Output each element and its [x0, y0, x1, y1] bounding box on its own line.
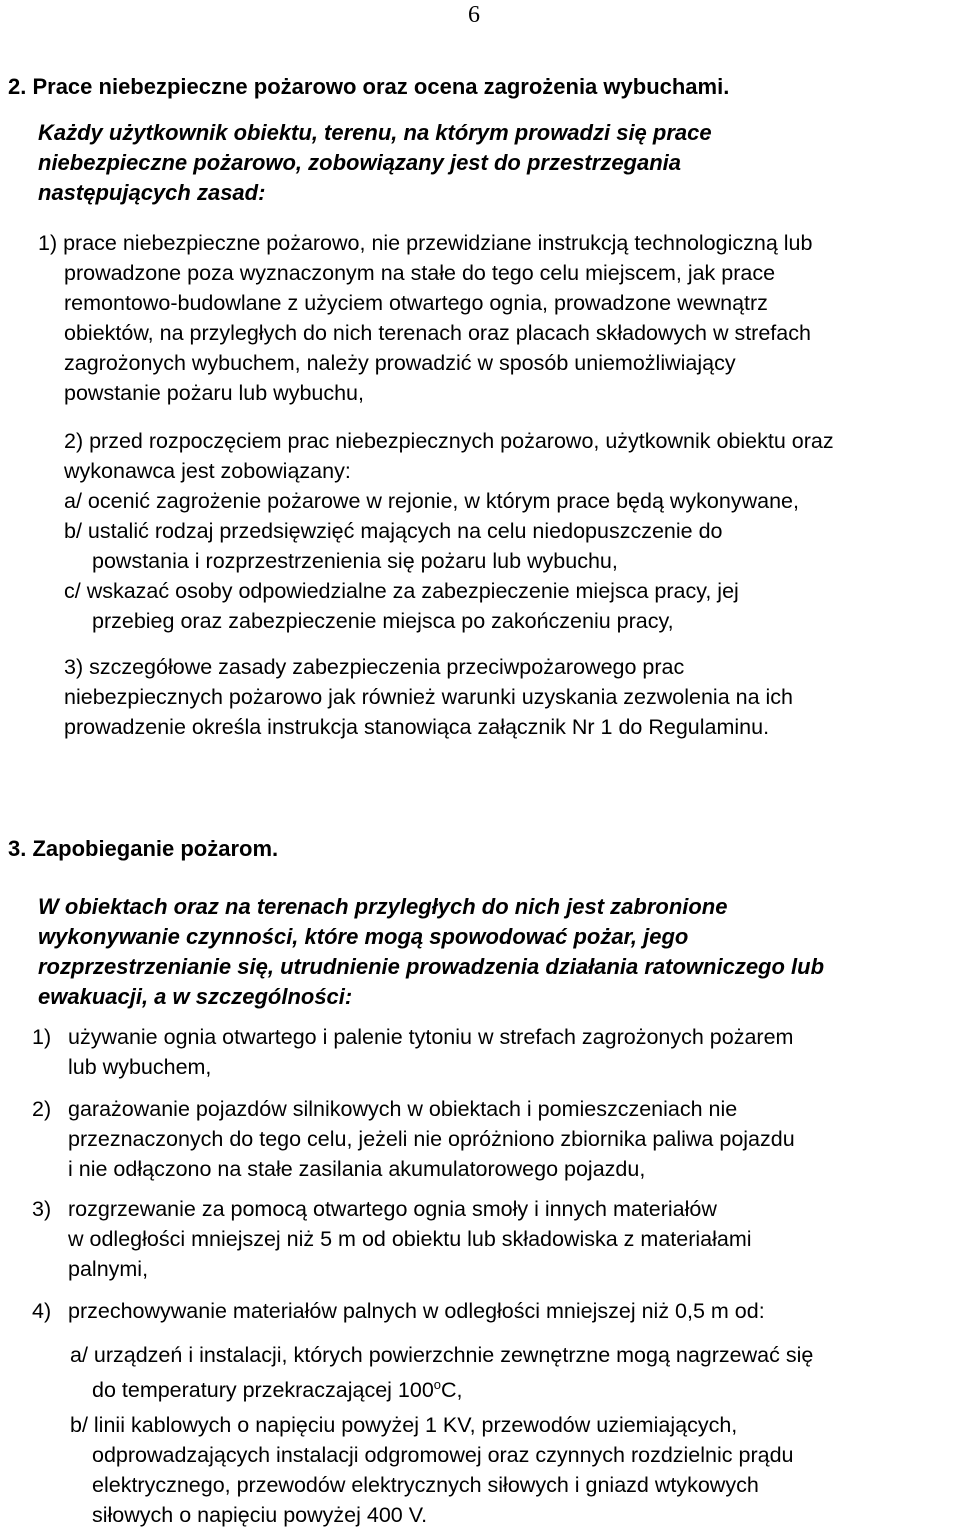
- rule-3: [64, 652, 793, 742]
- item-number: 3): [32, 1197, 52, 1221]
- intro-line: wykonywanie czynności, które mogą spowodować pożar, jego: [38, 924, 689, 949]
- item-number: 4): [32, 1299, 52, 1323]
- rule-line: zagrożonych wybuchem, należy prowadzić w sposób uniemożliwiający: [64, 351, 736, 375]
- item-number: 1): [32, 1025, 52, 1049]
- sub-line: odprowadzających instalacji odgromowej oraz czynnych rozdzielnic prądu: [92, 1443, 794, 1467]
- rule-2: [64, 426, 834, 636]
- rule-line: a/ ocenić zagrożenie pożarowe w rejonie, w którym prace będą wykonywane,: [64, 489, 799, 513]
- rule-line: powstania i rozprzestrzenienia się pożaru lub wybuchu,: [92, 549, 618, 573]
- intro-line: Każdy użytkownik obiektu, terenu, na którym prowadzi się prace: [38, 120, 712, 145]
- list-item-1: [32, 1022, 952, 1082]
- section-3-heading: [8, 834, 278, 864]
- list-item-3: [32, 1194, 952, 1284]
- sub-line: a/ urządzeń i instalacji, których powierzchnie zewnętrzne mogą nagrzewać się: [70, 1343, 814, 1367]
- rule-line: przebieg oraz zabezpieczenie miejsca po zakończeniu pracy,: [92, 609, 674, 633]
- heading-text: 3. Zapobieganie pożarom.: [8, 836, 279, 861]
- unit-text: C,: [441, 1378, 463, 1403]
- section-2-intro: [38, 118, 712, 208]
- item-line: rozgrzewanie za pomocą otwartego ognia smoły i innych materiałów: [68, 1197, 717, 1221]
- sub-line: b/ linii kablowych o napięciu powyżej 1 KV, przewodów uziemiających,: [70, 1413, 738, 1437]
- item-line: i nie odłączono na stałe zasilania akumulatorowego pojazdu,: [68, 1157, 646, 1181]
- rule-line: b/ ustalić rodzaj przedsięwzięć mających na celu niedopuszczenie do: [64, 519, 723, 543]
- item-line: używanie ognia otwartego i palenie tytoniu w strefach zagrożonych pożarem: [68, 1025, 794, 1049]
- item-line: przechowywanie materiałów palnych w odległości mniejszej niż 0,5 m od:: [68, 1299, 765, 1323]
- sub-line: elektrycznego, przewodów elektrycznych siłowych i gniazd wtykowych: [92, 1473, 759, 1497]
- list-item-2: [32, 1094, 952, 1184]
- item-number: 2): [32, 1097, 52, 1121]
- rule-line: prowadzenie określa instrukcja stanowiąca załącznik Nr 1 do Regulaminu.: [64, 715, 770, 739]
- intro-line: niebezpieczne pożarowo, zobowiązany jest do przestrzegania: [38, 150, 682, 175]
- intro-line: ewakuacji, a w szczególności:: [38, 984, 353, 1009]
- item-line: lub wybuchem,: [68, 1055, 212, 1079]
- item-4-sub-a: [70, 1340, 813, 1405]
- intro-line: następujących zasad:: [38, 180, 266, 205]
- heading-text: 2. Prace niebezpieczne pożarowo oraz ocena zagrożenia wybuchami.: [8, 74, 730, 99]
- rule-line: 3) szczegółowe zasady zabezpieczenia przeciwpożarowego prac: [64, 655, 685, 679]
- rule-line: wykonawca jest zobowiązany:: [64, 459, 351, 483]
- page-number: 6: [468, 2, 480, 28]
- sub-line: [92, 1370, 813, 1405]
- rule-line: prowadzone poza wyznaczonym na stałe do tego celu miejscem, jak prace: [64, 261, 776, 285]
- sub-line: siłowych o napięciu powyżej 400 V.: [92, 1503, 428, 1527]
- section-3-intro: [38, 892, 824, 1012]
- degree-superscript: o: [433, 1377, 442, 1392]
- rule-line: 2) przed rozpoczęciem prac niebezpiecznych pożarowo, użytkownik obiektu oraz: [64, 429, 834, 453]
- rule-line: remontowo-budowlane z użyciem otwartego ognia, prowadzone wewnątrz: [64, 291, 768, 315]
- intro-line: W obiektach oraz na terenach przyległych do nich jest zabronione: [38, 894, 728, 919]
- item-line: garażowanie pojazdów silnikowych w obiektach i pomieszczeniach nie: [68, 1097, 738, 1121]
- item-4-sub-b: [70, 1410, 794, 1530]
- rule-1: [38, 228, 812, 408]
- rule-line: niebezpiecznych pożarowo jak również warunki uzyskania zezwolenia na ich: [64, 685, 793, 709]
- item-line: w odległości mniejszej niż 5 m od obiektu lub składowiska z materiałami: [68, 1227, 752, 1251]
- list-item-4: [32, 1296, 952, 1326]
- rule-line: 1) prace niebezpieczne pożarowo, nie przewidziane instrukcją technologiczną lub: [38, 231, 813, 255]
- rule-line: obiektów, na przyległych do nich terenach oraz placach składowych w strefach: [64, 321, 811, 345]
- section-2-heading: [8, 72, 729, 102]
- item-line: palnymi,: [68, 1257, 149, 1281]
- item-line: przeznaczonych do tego celu, jeżeli nie opróżniono zbiornika paliwa pojazdu: [68, 1127, 795, 1151]
- rule-line: powstanie pożaru lub wybuchu,: [64, 381, 364, 405]
- temperature-text: do temperatury przekraczającej 100: [92, 1378, 434, 1403]
- rule-line: c/ wskazać osoby odpowiedzialne za zabezpieczenie miejsca pracy, jej: [64, 579, 739, 603]
- intro-line: rozprzestrzenianie się, utrudnienie prowadzenia działania ratowniczego lub: [38, 954, 825, 979]
